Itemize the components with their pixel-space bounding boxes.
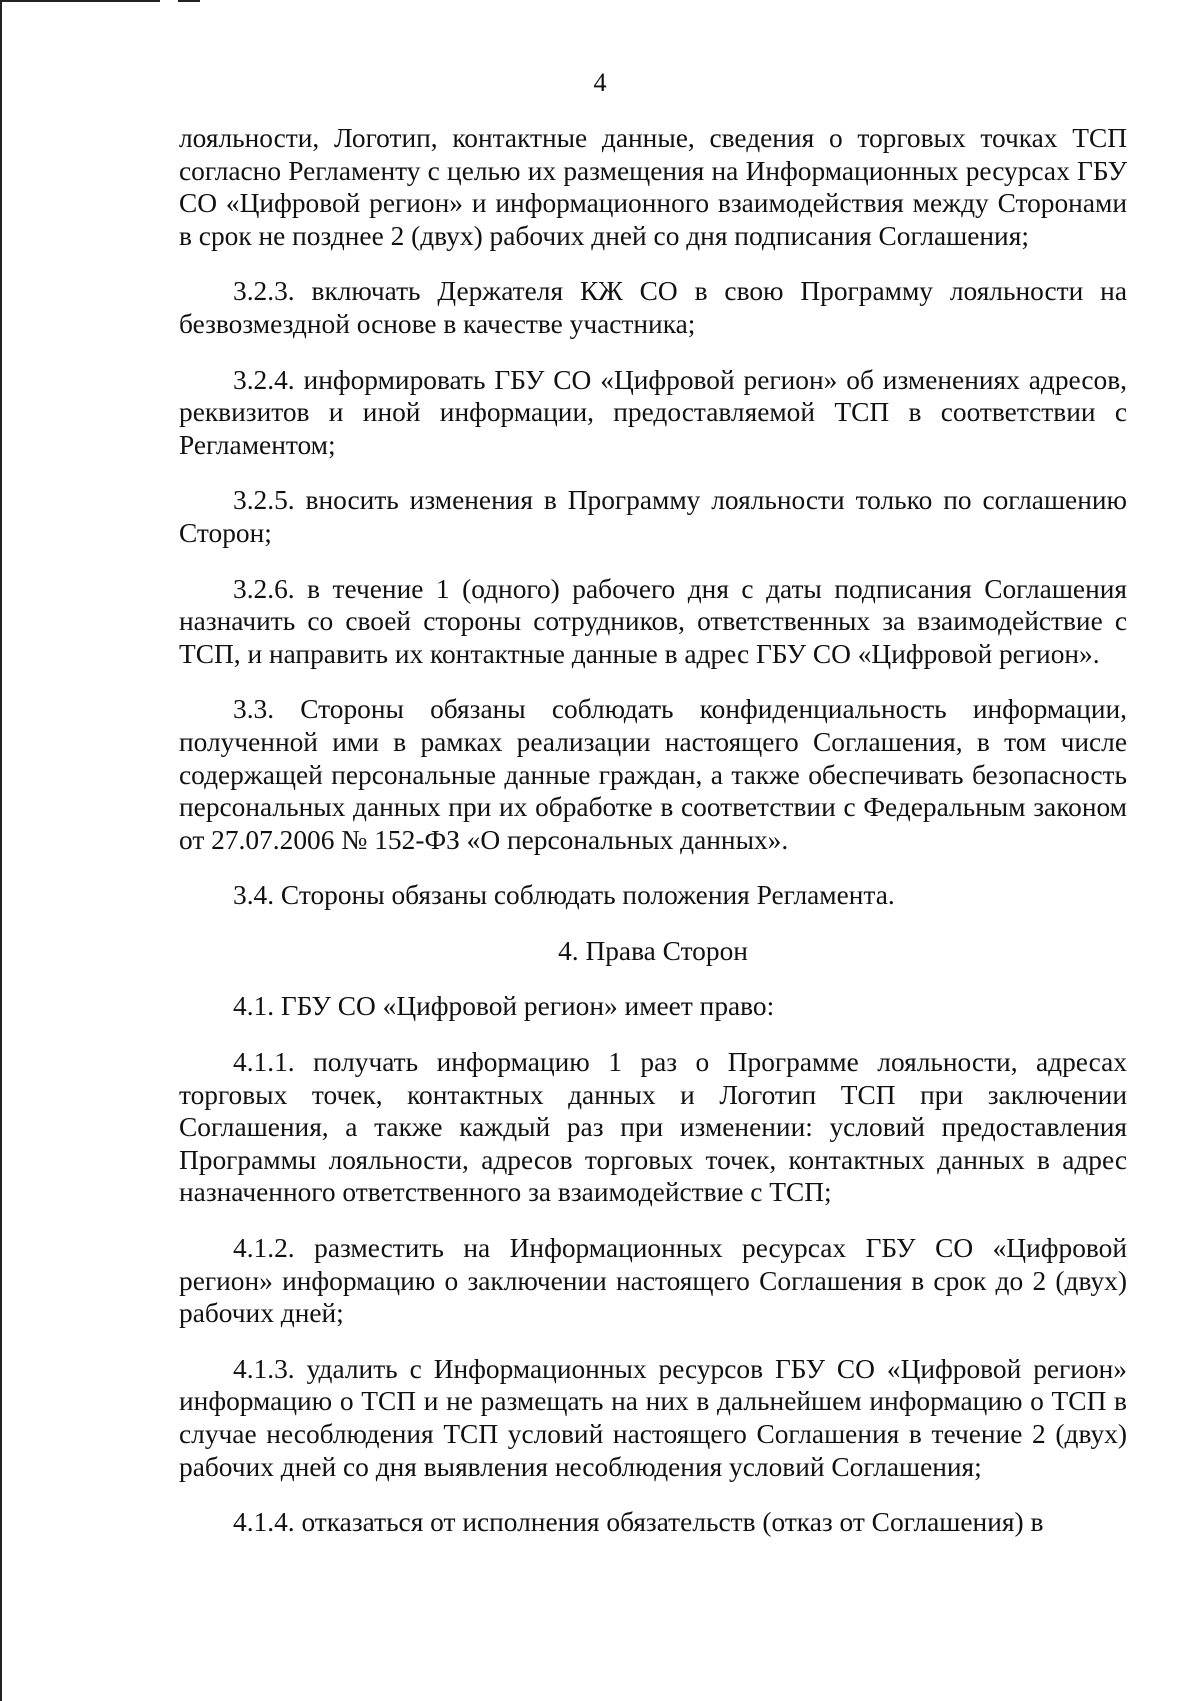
scan-edge-top-fragment: [178, 0, 200, 2]
paragraph-4-1-4: 4.1.4. отказаться от исполнения обязательств (отказ от Соглашения) в: [233, 1507, 1044, 1538]
paragraph-4-1-2: 4.1.2. разместить на Информационных ресурсах ГБУ СО «Цифровой регион» информацию о заключении настоящего Соглашения в срок до 2 (двух) рабочих дней;: [179, 1233, 1127, 1329]
paragraph-4-1-3: 4.1.3. удалить с Информационных ресурсов ГБУ СО «Цифровой регион» информацию о ТСП и не размещать на них в дальнейшем информацию о ТСП в случае несоблюдения ТСП условий настоящего Соглашения в течение 2 (двух) рабочих дней со дня выявления несоблюдения условий Соглашения;: [179, 1353, 1127, 1482]
paragraph-3-2-3: 3.2.3. включать Держателя КЖ СО в свою Программу лояльности на безвозмездной основе в качестве участника;: [179, 276, 1127, 339]
paragraph-3-2-6: 3.2.6. в течение 1 (одного) рабочего дня с даты подписания Соглашения назначить со своей стороны сотрудников, ответственных за взаимодействие с ТСП, и направить их контактные данные в адрес ГБУ СО «Цифровой регион».: [179, 573, 1127, 669]
paragraph-3-4: 3.4. Стороны обязаны соблюдать положения Регламента.: [233, 880, 895, 911]
section-heading-4: 4. Права Сторон: [558, 935, 748, 966]
scan-edge-left: [0, 0, 2, 1701]
scan-edge-top: [0, 0, 160, 2]
paragraph-3-2-4: 3.2.4. информировать ГБУ СО «Цифровой регион» об изменениях адресов, реквизитов и иной информации, предоставляемой ТСП в соответствии с Регламентом;: [179, 364, 1127, 460]
paragraph-3-2-5: 3.2.5. вносить изменения в Программу лояльности только по соглашению Сторон;: [179, 485, 1127, 548]
page-number: 4: [593, 68, 607, 97]
paragraph-4-1-1: 4.1.1. получать информацию 1 раз о Программе лояльности, адресах торговых точек, контактных данных и Логотип ТСП при заключении Соглашения, а также каждый раз при изменении: условий предоставления Программы лояльности, адресов торговых точек, контактных данных в адрес назначенного ответственного за взаимодействие с ТСП;: [179, 1047, 1127, 1208]
paragraph-continuation: лояльности, Логотип, контактные данные, сведения о торговых точках ТСП согласно Регламенту с целью их размещения на Информационных ресурсах ГБУ СО «Цифровой регион» и информационного взаимодействия между Сторонами в срок не позднее 2 (двух) рабочих дней со дня подписания Соглашения;: [179, 123, 1127, 251]
paragraph-4-1: 4.1. ГБУ СО «Цифровой регион» имеет право:: [233, 991, 775, 1022]
paragraph-3-3: 3.3. Стороны обязаны соблюдать конфиденциальность информации, полученной ими в рамках реализации настоящего Соглашения, в том числе содержащей персональные данные граждан, а также обеспечивать безопасность персональных данных при их обработке в соответствии с Федеральным законом от 27.07.2006 № 152-ФЗ «О персональных данных».: [179, 694, 1127, 855]
document-body: [179, 122, 1127, 1539]
